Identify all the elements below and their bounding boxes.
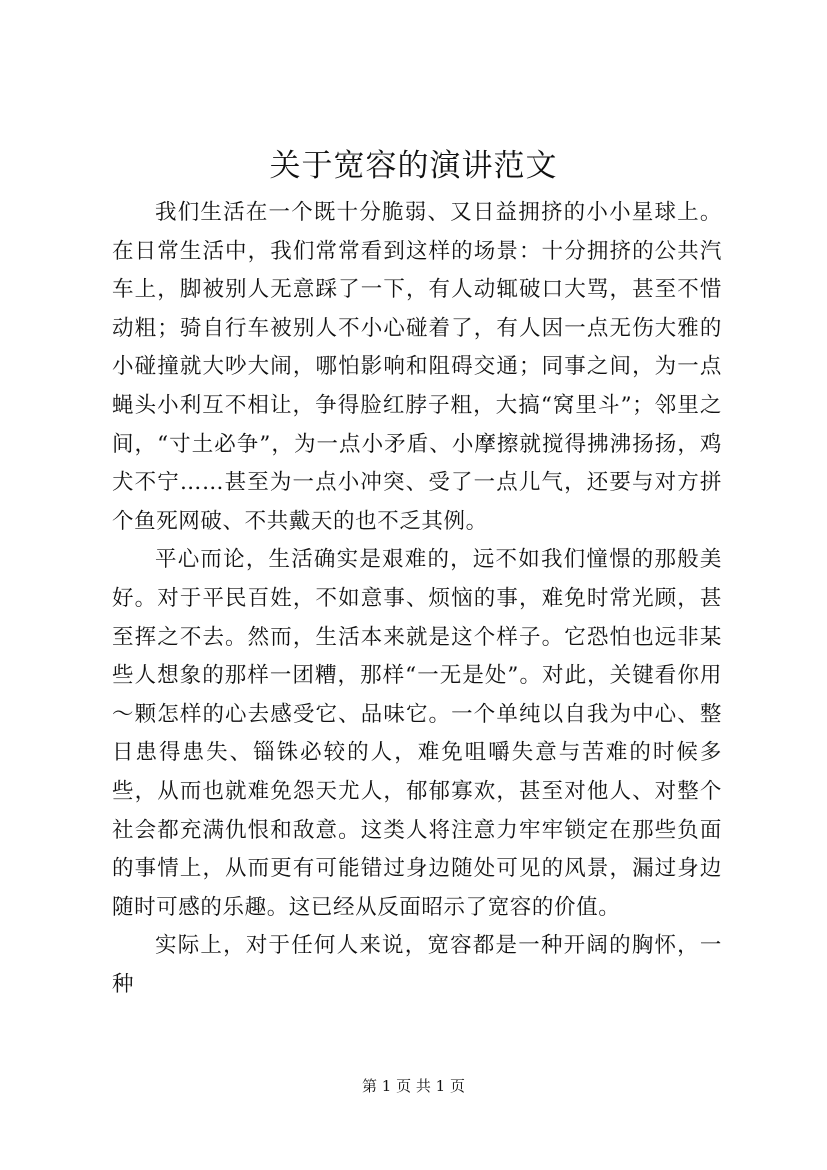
paragraph-3: 实际上，对于任何人来说，宽容都是一种开阔的胸怀，一种: [112, 933, 722, 997]
document-body: [112, 194, 722, 1004]
document-title: 关于宽容的演讲范文: [269, 148, 558, 184]
page-footer: 第 1 页 共 1 页: [362, 1077, 465, 1095]
paragraph-1: 我们生活在一个既十分脆弱、又日益拥挤的小小星球上。在日常生活中，我们常常看到这样的场景：十分拥挤的公共汽车上，脚被别人无意踩了一下，有人动辄破口大骂，甚至不惜动粗；骑自行车被别人不小心碰着了，有人因一点无伤大雅的小碰撞就大吵大闹，哪怕影响和阻碍交通；同事之间，为一点蝇头小利互不相让，争得脸红脖子粗，大搞“窝里斗”；邻里之间，“寸土必争”，为一点小矛盾、小摩擦就搅得拂沸扬扬，鸡犬不宁……甚至为一点小冲突、受了一点儿气，还要与对方拼个鱼死网破、不共戴天的也不乏其例。: [112, 200, 722, 534]
paragraph-2: 平心而论，生活确实是艰难的，远不如我们憧憬的那般美好。对于平民百姓，不如意事、烦恼的事，难免时常光顾，甚至挥之不去。然而，生活本来就是这个样子。它恐怕也远非某些人想象的那样一团糟，那样“一无是处”。对此，关键看你用～颗怎样的心去感受它、品味它。一个单纯以自我为中心、整日患得患失、锱铢必较的人，难免咀嚼失意与苦难的时候多些，从而也就难免怨天尤人，郁郁寡欢，甚至对他人、对整个社会都充满仇恨和敌意。这类人将注意力牢牢锁定在那些负面的事情上，从而更有可能错过身边随处可见的风景，漏过身边随时可感的乐趣。这已经从反面昭示了宽容的价值。: [112, 547, 722, 920]
